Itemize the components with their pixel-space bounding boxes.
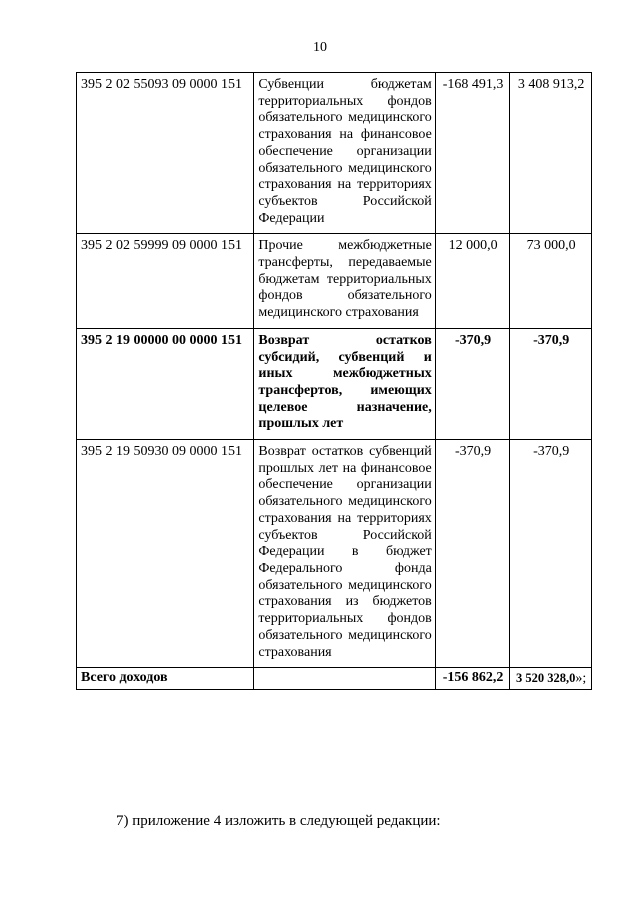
amount-total-cell: -370,9 [510, 328, 592, 439]
revenue-table [76, 72, 592, 690]
amount-change-cell: -370,9 [435, 440, 510, 668]
budget-code-cell: 395 2 02 55093 09 0000 151 [77, 73, 254, 234]
budget-code-cell: 395 2 02 59999 09 0000 151 [77, 234, 254, 329]
table-row [77, 440, 592, 668]
empty-cell [254, 668, 435, 690]
total-amount-value: 3 520 328,0 [516, 671, 576, 686]
budget-code-cell: 395 2 19 50930 09 0000 151 [77, 440, 254, 668]
total-label: Всего доходов [77, 668, 254, 690]
total-amount-cell [510, 668, 592, 690]
table-row [77, 73, 592, 234]
total-row [77, 668, 592, 690]
closing-quote: »; [575, 671, 587, 687]
total-change-value: -156 862,2 [435, 668, 510, 690]
amount-change-cell: -168 491,3 [435, 73, 510, 234]
revenue-name-cell: Прочие межбюджетные трансферты, передаваемые бюджетам территориальных фондов обязательного медицинского страхования [254, 234, 435, 329]
amount-change-cell: -370,9 [435, 328, 510, 439]
revenue-name-cell: Возврат остатков субвенций прошлых лет на финансовое обеспечение организации обязательного медицинского страхования на территориях субъектов Российской Федерации в бюджет Федерального фонда обязательного медицинского страхования из бюджетов территориальных фондов обязательного медицинского страхования [254, 440, 435, 668]
table-row [77, 328, 592, 439]
page-number: 10 [313, 40, 327, 55]
revenue-name-cell: Субвенции бюджетам территориальных фондов обязательного медицинского страхования на финансовое обеспечение организации обязательного медицинского страхования на территориях субъектов Российской Федерации [254, 73, 435, 234]
amount-change-cell: 12 000,0 [435, 234, 510, 329]
table-row [77, 234, 592, 329]
amount-total-cell: 73 000,0 [510, 234, 592, 329]
revenue-name-cell: Возврат остатков субсидий, субвенций и иных межбюджетных трансфертов, имеющих целевое назначение, прошлых лет [254, 328, 435, 439]
amount-total-cell: -370,9 [510, 440, 592, 668]
amount-total-cell: 3 408 913,2 [510, 73, 592, 234]
instruction-text: 7) приложение 4 изложить в следующей редакции: [116, 813, 441, 829]
budget-code-cell: 395 2 19 00000 00 0000 151 [77, 328, 254, 439]
